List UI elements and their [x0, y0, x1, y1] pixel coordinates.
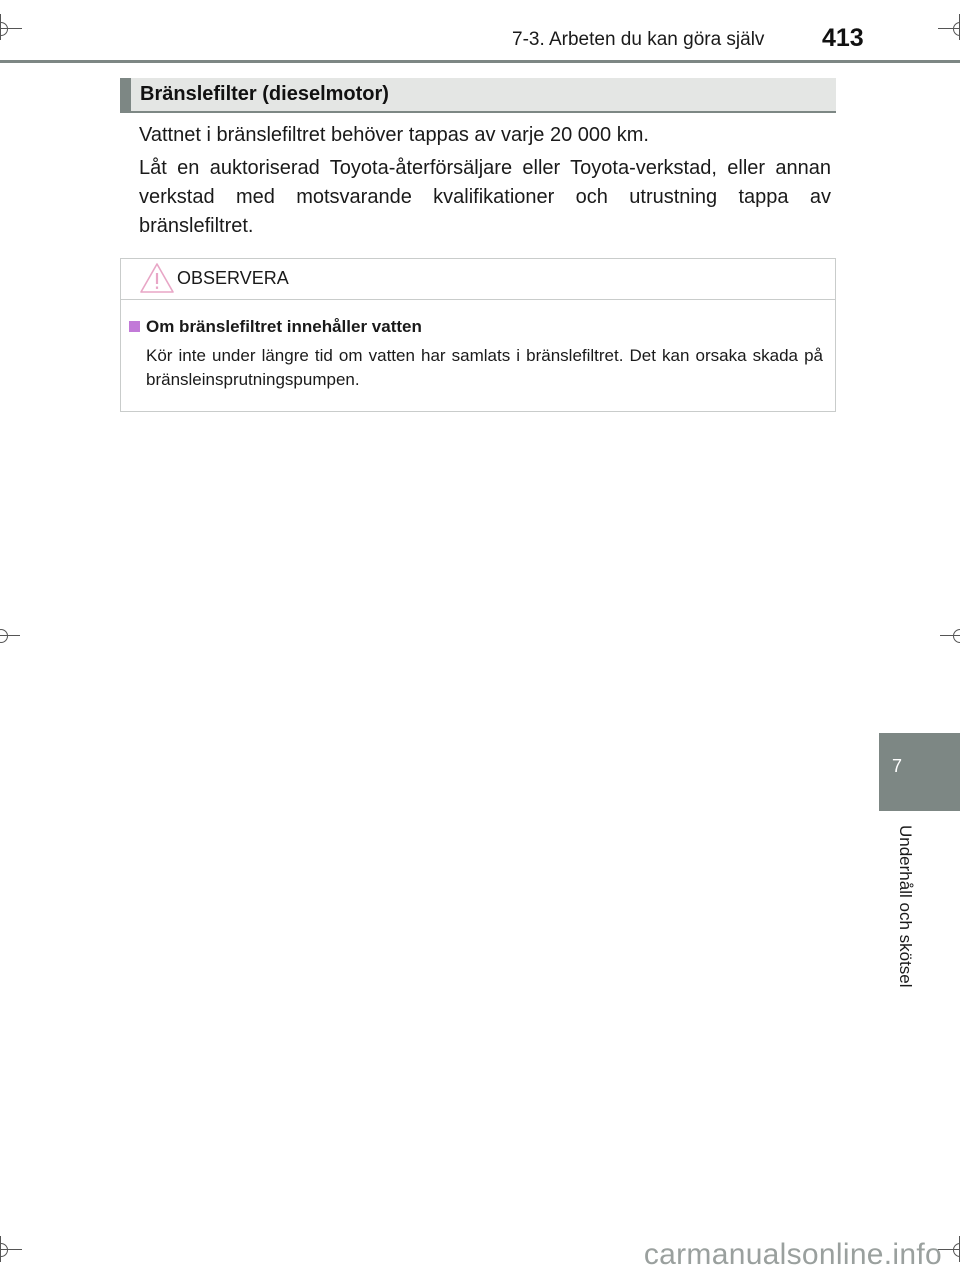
section-title: Bränslefilter (dieselmotor) — [140, 83, 389, 105]
section-heading-bar — [120, 78, 131, 111]
chapter-number: 7 — [892, 756, 903, 776]
body-paragraph-2: Låt en auktoriserad Toyota-återförsäljare eller Toyota-verkstad, eller annan verkstad med motsvarande kvalifikationer och utrustning tappa av bränslefiltret. — [139, 157, 831, 237]
watermark-text: carmanualsonline.info — [643, 1238, 942, 1271]
square-bullet-icon — [129, 321, 140, 332]
chapter-tab — [879, 733, 960, 811]
caution-item-text: Kör inte under längre tid om vatten har samlats i bränslefiltret. Det kan orsaka skada på bränsleinsprutningspumpen. — [146, 346, 823, 389]
body-paragraph-1: Vattnet i bränslefiltret behöver tappas av varje 20 000 km. — [139, 124, 649, 146]
page-number: 413 — [822, 24, 864, 52]
running-header-section: 7-3. Arbeten du kan göra själv — [512, 29, 765, 50]
chapter-title: Underhåll och skötsel — [896, 825, 915, 988]
caution-item-title: Om bränslefiltret innehåller vatten — [146, 317, 422, 336]
caution-header — [121, 259, 835, 300]
crop-mark-top-left — [0, 0, 30, 40]
warning-triangle-icon — [139, 262, 175, 294]
crop-mark-top-right — [930, 0, 960, 40]
crop-mark-bottom-left — [0, 1236, 30, 1275]
header-rule — [0, 60, 960, 63]
caution-label: OBSERVERA — [177, 268, 289, 288]
caution-box — [120, 258, 836, 412]
caution-item-heading — [129, 317, 422, 337]
section-heading — [120, 78, 836, 113]
crop-mark-mid-left — [0, 620, 30, 650]
crop-mark-mid-right — [930, 620, 960, 650]
